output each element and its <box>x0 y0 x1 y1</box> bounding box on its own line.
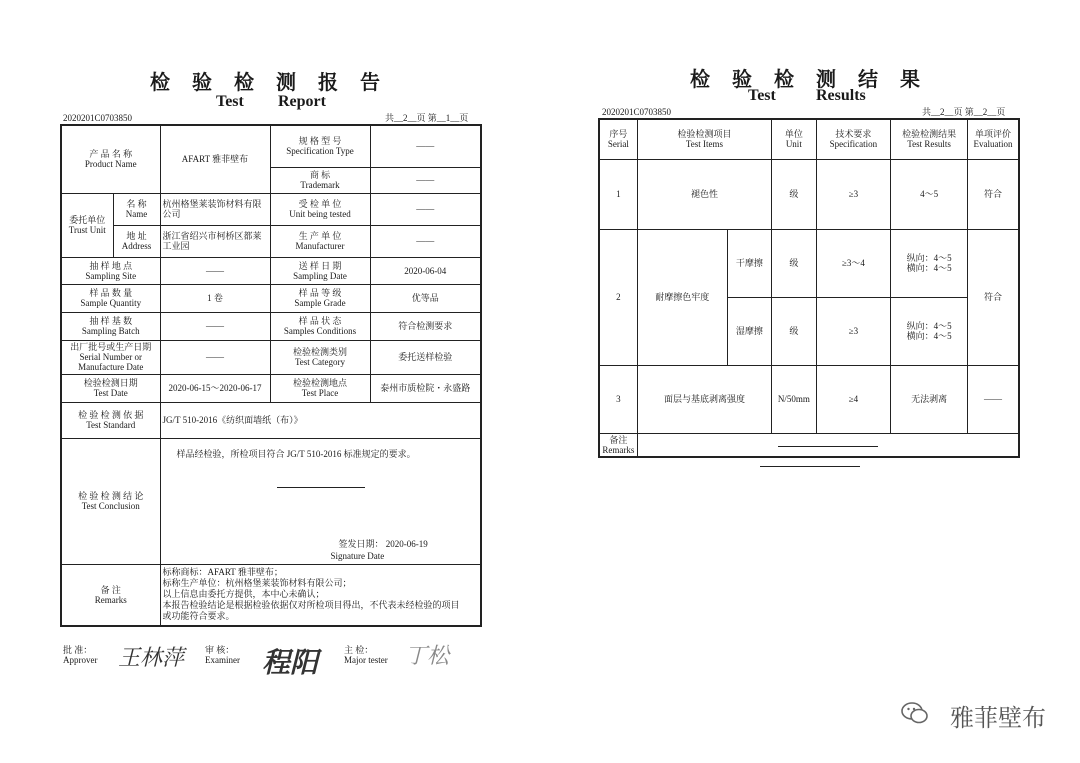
major-tester-label: 主 检： Major tester <box>344 645 388 665</box>
name-value: 杭州格堡莱装饰材料有限公司 <box>160 193 270 225</box>
row3-spec: ≥4 <box>816 365 891 433</box>
row1-eval: 符合 <box>967 159 1019 229</box>
conclusion-underline <box>277 487 365 488</box>
table-row <box>599 365 1019 433</box>
trademark-value: —— <box>370 167 481 193</box>
sampling-site-label: 抽 样 地 点 Sampling Site <box>61 257 160 284</box>
examiner-signature: 程阳 <box>262 646 319 679</box>
row2-dry-spec: ≥3～4 <box>816 229 891 297</box>
row3-eval: —— <box>967 365 1019 433</box>
product-name-label: 产 品 名 称 Product Name <box>61 125 160 193</box>
table-row <box>599 229 1019 297</box>
sample-grade-value: 优等品 <box>370 284 481 312</box>
major-tester-signature: 丁松 <box>405 644 450 669</box>
serial-value: —— <box>160 340 270 374</box>
header-results: 检验检测结果 Test Results <box>891 119 968 159</box>
row1-unit: 级 <box>772 159 816 229</box>
row2-wet-name: 湿摩擦 <box>727 297 771 365</box>
sampling-date-value: 2020-06-04 <box>370 257 481 284</box>
row3-unit: N/50mm <box>772 365 816 433</box>
examiner-label: 审 核： Examiner <box>205 645 240 665</box>
serial-label: 出厂批号或生产日期 Serial Number or Manufacture Date <box>61 340 160 374</box>
row2-dry-name: 干摩擦 <box>727 229 771 297</box>
test-category-label: 检验检测类别 Test Category <box>270 340 370 374</box>
results-remarks-value <box>637 433 1019 457</box>
test-place-value: 泰州市质检院・永盛路 <box>370 374 481 402</box>
row2-wet-spec: ≥3 <box>816 297 891 365</box>
sample-qty-value: 1 卷 <box>160 284 270 312</box>
sign-date-en: Signature Date <box>330 550 385 561</box>
row3-result: 无法剥离 <box>891 365 968 433</box>
table-row <box>599 159 1019 229</box>
remarks-value: 标称商标：AFART 雅菲壁布； 标称生产单位：杭州格堡莱装饰材料有限公司； 以上信息由委托方提供，本中心未确认； 本报告检验结论是根据检验依据仅对所检项目得出，不代表未经检验的项目 或功能符合要求。 <box>160 564 481 626</box>
address-value: 浙江省绍兴市柯桥区都莱工业园 <box>160 225 270 257</box>
spec-label: 规 格 型 号 Specification Type <box>270 125 370 167</box>
unit-tested-label: 受 检 单 位 Unit being tested <box>270 193 370 225</box>
approver-label: 批 准： Approver <box>63 645 98 665</box>
results-remarks-label: 备注 Remarks <box>599 433 637 457</box>
row2-serial: 2 <box>599 229 637 365</box>
wechat-icon <box>900 698 930 728</box>
conclusion-cell <box>160 438 481 564</box>
address-label: 地 址 Address <box>113 225 160 257</box>
watermark-text: 雅菲壁布 <box>950 704 1046 732</box>
test-category-value: 委托送样检验 <box>370 340 481 374</box>
sample-grade-label: 样 品 等 级 Sample Grade <box>270 284 370 312</box>
report-table <box>60 124 482 627</box>
report-title-en-2: Report <box>278 93 326 110</box>
sampling-date-label: 送 样 日 期 Sampling Date <box>270 257 370 284</box>
row1-serial: 1 <box>599 159 637 229</box>
row1-item: 褪色性 <box>637 159 771 229</box>
spec-value: —— <box>370 125 481 167</box>
row2-dry-unit: 级 <box>772 229 816 297</box>
name-label: 名 称 Name <box>113 193 160 225</box>
sample-cond-value: 符合检测要求 <box>370 312 481 340</box>
product-name-value: AFART 雅菲壁布 <box>160 125 270 193</box>
conclusion-text: 样品经检验，所检项目符合 JG/T 510-2016 标准规定的要求。 <box>176 448 416 459</box>
test-date-label: 检验检测日期 Test Date <box>61 374 160 402</box>
row2-eval: 符合 <box>967 229 1019 365</box>
test-place-label: 检验检测地点 Test Place <box>270 374 370 402</box>
sign-date: 签发日期： 2020-06-19 <box>338 538 428 549</box>
standard-label: 检 验 检 测 依 据 Test Standard <box>61 402 160 438</box>
results-end-line-2 <box>760 466 860 467</box>
header-eval: 单项评价 Evaluation <box>967 119 1019 159</box>
results-title-en-2: Results <box>816 87 866 104</box>
results-page-info: 共__2__页 第__2__页 <box>922 107 1006 117</box>
results-end-line <box>778 446 878 447</box>
header-items: 检验检测项目 Test Items <box>637 119 771 159</box>
manufacturer-value: —— <box>370 225 481 257</box>
page-info: 共__2__页 第__1__页 <box>385 113 469 123</box>
unit-tested-value: —— <box>370 193 481 225</box>
report-title-cn: 检验检测报告 <box>150 70 402 94</box>
sampling-batch-value: —— <box>160 312 270 340</box>
sample-cond-label: 样 品 状 态 Samples Conditions <box>270 312 370 340</box>
sampling-batch-label: 抽 样 基 数 Sampling Batch <box>61 312 160 340</box>
row1-spec: ≥3 <box>816 159 891 229</box>
sample-qty-label: 样 品 数 量 Sample Quantity <box>61 284 160 312</box>
header-serial: 序号 Serial <box>599 119 637 159</box>
conclusion-label: 检 验 检 测 结 论 Test Conclusion <box>61 438 160 564</box>
header-unit: 单位 Unit <box>772 119 816 159</box>
row3-item: 面层与基底剥离强度 <box>637 365 771 433</box>
results-title-cn: 检验检测结果 <box>690 67 942 91</box>
report-number: 2020201C0703850 <box>63 113 133 123</box>
row2-item: 耐摩擦色牢度 <box>637 229 727 365</box>
trust-unit-label: 委托单位 Trust Unit <box>61 193 113 257</box>
row2-wet-result: 纵向：4～5 横向：4～5 <box>891 297 968 365</box>
row2-dry-result: 纵向：4～5 横向：4～5 <box>891 229 968 297</box>
row3-serial: 3 <box>599 365 637 433</box>
standard-value: JG/T 510-2016《纺织面墙纸（布）》 <box>160 402 481 438</box>
results-table <box>598 118 1020 458</box>
sampling-site-value: —— <box>160 257 270 284</box>
report-title-en-1: Test <box>216 93 244 110</box>
remarks-label: 备 注 Remarks <box>61 564 160 626</box>
row1-result: 4～5 <box>891 159 968 229</box>
results-title-en-1: Test <box>748 87 776 104</box>
test-date-value: 2020-06-15～2020-06-17 <box>160 374 270 402</box>
row2-wet-unit: 级 <box>772 297 816 365</box>
trademark-label: 商 标 Trademark <box>270 167 370 193</box>
results-report-number: 2020201C0703850 <box>602 107 672 117</box>
header-spec: 技术要求 Specification <box>816 119 891 159</box>
manufacturer-label: 生 产 单 位 Manufacturer <box>270 225 370 257</box>
approver-signature: 王林萍 <box>118 646 185 671</box>
